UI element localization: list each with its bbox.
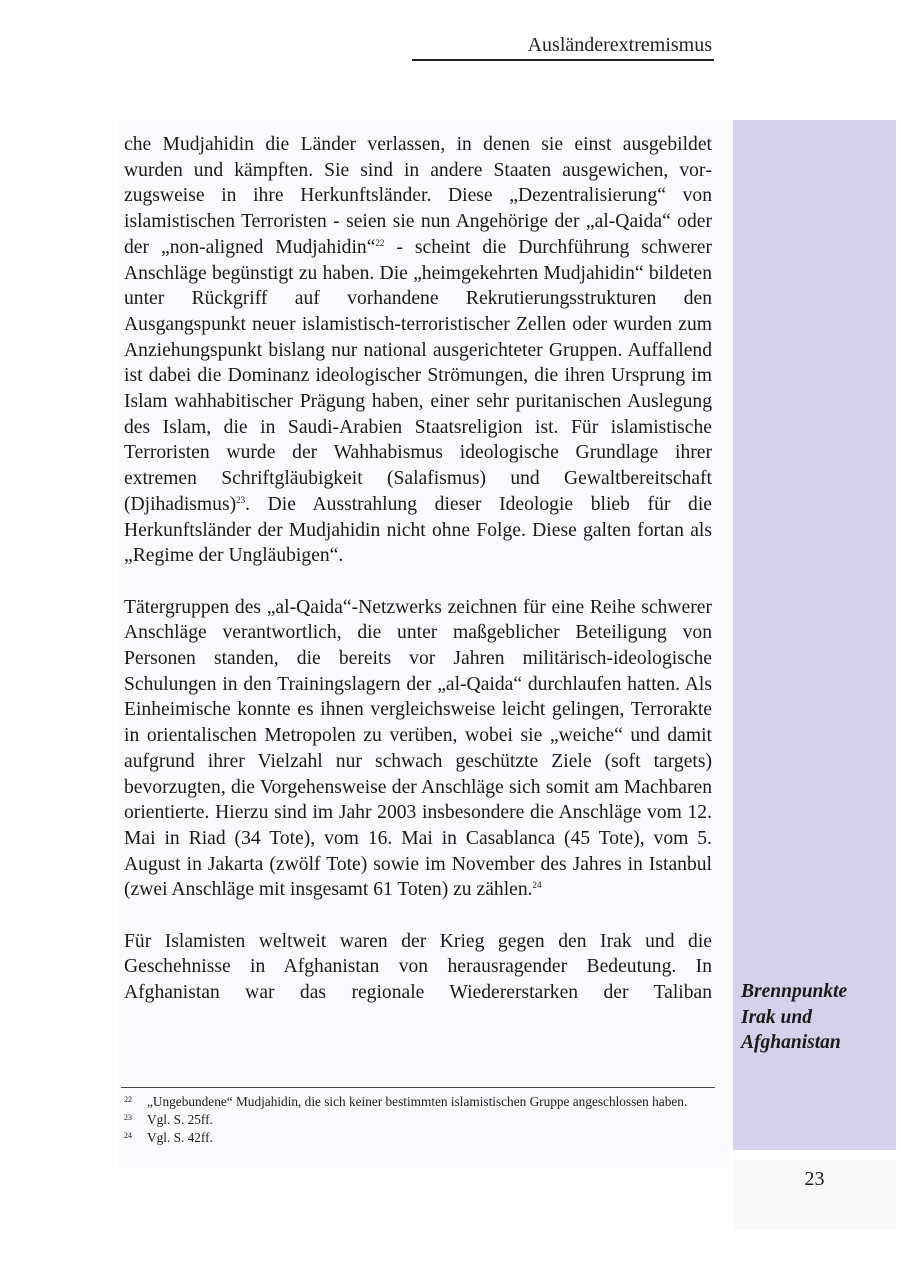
paragraph-text: che Mudjahidin die Länder verlassen, in denen sie einst ausgebildet wurden und kämpften. Sie sind in andere Staaten ausgewichen, vorzugsweise in ihre Herkunftsländer. Diese „Dezentralisierung“ von islamistischen Terroristen - seien sie nun Angehörige der „al-Qaida“ oder der „non-aligned Mudjahidin“ bbox=[124, 134, 712, 258]
footnote-marker: 23 bbox=[236, 494, 246, 505]
footnote-text: „Ungebundene“ Mudjahidin, die sich keiner bestimmten islamistischen Gruppe angeschlossen haben. bbox=[147, 1094, 688, 1109]
footnotes bbox=[124, 1093, 714, 1147]
margin-note-line: Afghanistan bbox=[741, 1032, 841, 1054]
page-number: 23 bbox=[804, 1168, 825, 1190]
header-rule bbox=[412, 59, 714, 61]
paragraph-text: Für Islamisten weltweit waren der Krieg gegen den Irak und die Geschehnisse in Afghanistan von herausragender Bedeutung. In Afghanistan war das regionale Wiedererstarken der Taliban bbox=[124, 930, 712, 1004]
footnote-marker: 24 bbox=[532, 880, 542, 891]
footnote-rule bbox=[121, 1087, 715, 1088]
footnote-22 bbox=[124, 1093, 714, 1111]
margin-note bbox=[741, 979, 891, 1056]
paragraph bbox=[124, 132, 712, 569]
paragraph-text: . Die Ausstrahlung dieser Ideologie blieb für die Herkunftsländer der Mudjahidin nicht ohne Folge. Diese galten fortan als „Regime der Ungläubigen“. bbox=[124, 493, 712, 567]
footnote-number: 23 bbox=[124, 1113, 132, 1122]
paragraph bbox=[124, 595, 712, 903]
body-text bbox=[124, 132, 712, 1006]
footnote-text: Vgl. S. 42ff. bbox=[147, 1130, 213, 1145]
paragraph bbox=[124, 929, 712, 1006]
margin-note-line: Brennpunkte bbox=[741, 981, 848, 1002]
footnote-text: Vgl. S. 25ff. bbox=[147, 1112, 213, 1127]
paragraph-text: Tätergruppen des „al-Qaida“-Netzwerks zeichnen für eine Reihe schwerer Anschläge verantwortlich, die unter maßgeblicher Beteiligung von Personen standen, die bereits vor Jahren militärisch-ideologische Schulungen in den Trainingslagern der „al-Qaida“ durchlaufen hatten. Als Einheimische konnte es ihnen vergleichsweise leicht gelingen, Terrorakte in orientalischen Metropolen zu verüben, wobei sie „weiche“ und damit aufgrund ihrer Vielzahl nur schwach geschützte Ziele (soft targets) bevorzugten, die Vorgehensweise der Anschläge sich somit am Machbaren orientierte. Hierzu sind im Jahr 2003 insbesondere die Anschläge vom 12. Mai in Riad (34 Tote), vom 16. Mai in Casablanca (45 Tote), vom 5. August in Jakarta (zwölf Tote) sowie im November des Jahres in Istanbul (zwei Anschläge mit insgesamt 61 Toten) zu zählen. bbox=[124, 596, 712, 901]
footnote-24 bbox=[124, 1129, 714, 1147]
footnote-number: 24 bbox=[124, 1131, 132, 1140]
footnote-number: 22 bbox=[124, 1095, 132, 1104]
footnote-marker: 22 bbox=[375, 237, 385, 248]
margin-note-line: Irak und bbox=[741, 1006, 812, 1028]
paragraph-text: - scheint die Durchführung schwerer Anschläge begünstigt zu haben. Die „heimgekehrten Mudjahidin“ bildeten unter Rückgriff auf vorhandene Rekrutierungsstrukturen den Ausgangspunkt neuer islamistisch-terroristischer Zellen oder wurden zum Anziehungspunkt bislang nur national ausgerichteter Gruppen. Auffallend ist dabei die Dominanz ideologischer Strömungen, die ihren Ursprung im Islam wahhabitischer Prägung haben, einer sehr puritanischen Auslegung des Islam, die in Saudi-Arabien Staatsreligion ist. Für islamistische Terroristen wurde der Wahhabismus ideologische Grundlage ihrer extremen Schriftgläubigkeit (Salafismus) und Gewaltbereitschaft (Djihadismus) bbox=[124, 236, 712, 515]
running-header: Ausländerextremismus bbox=[527, 34, 712, 56]
footnote-23 bbox=[124, 1111, 714, 1129]
